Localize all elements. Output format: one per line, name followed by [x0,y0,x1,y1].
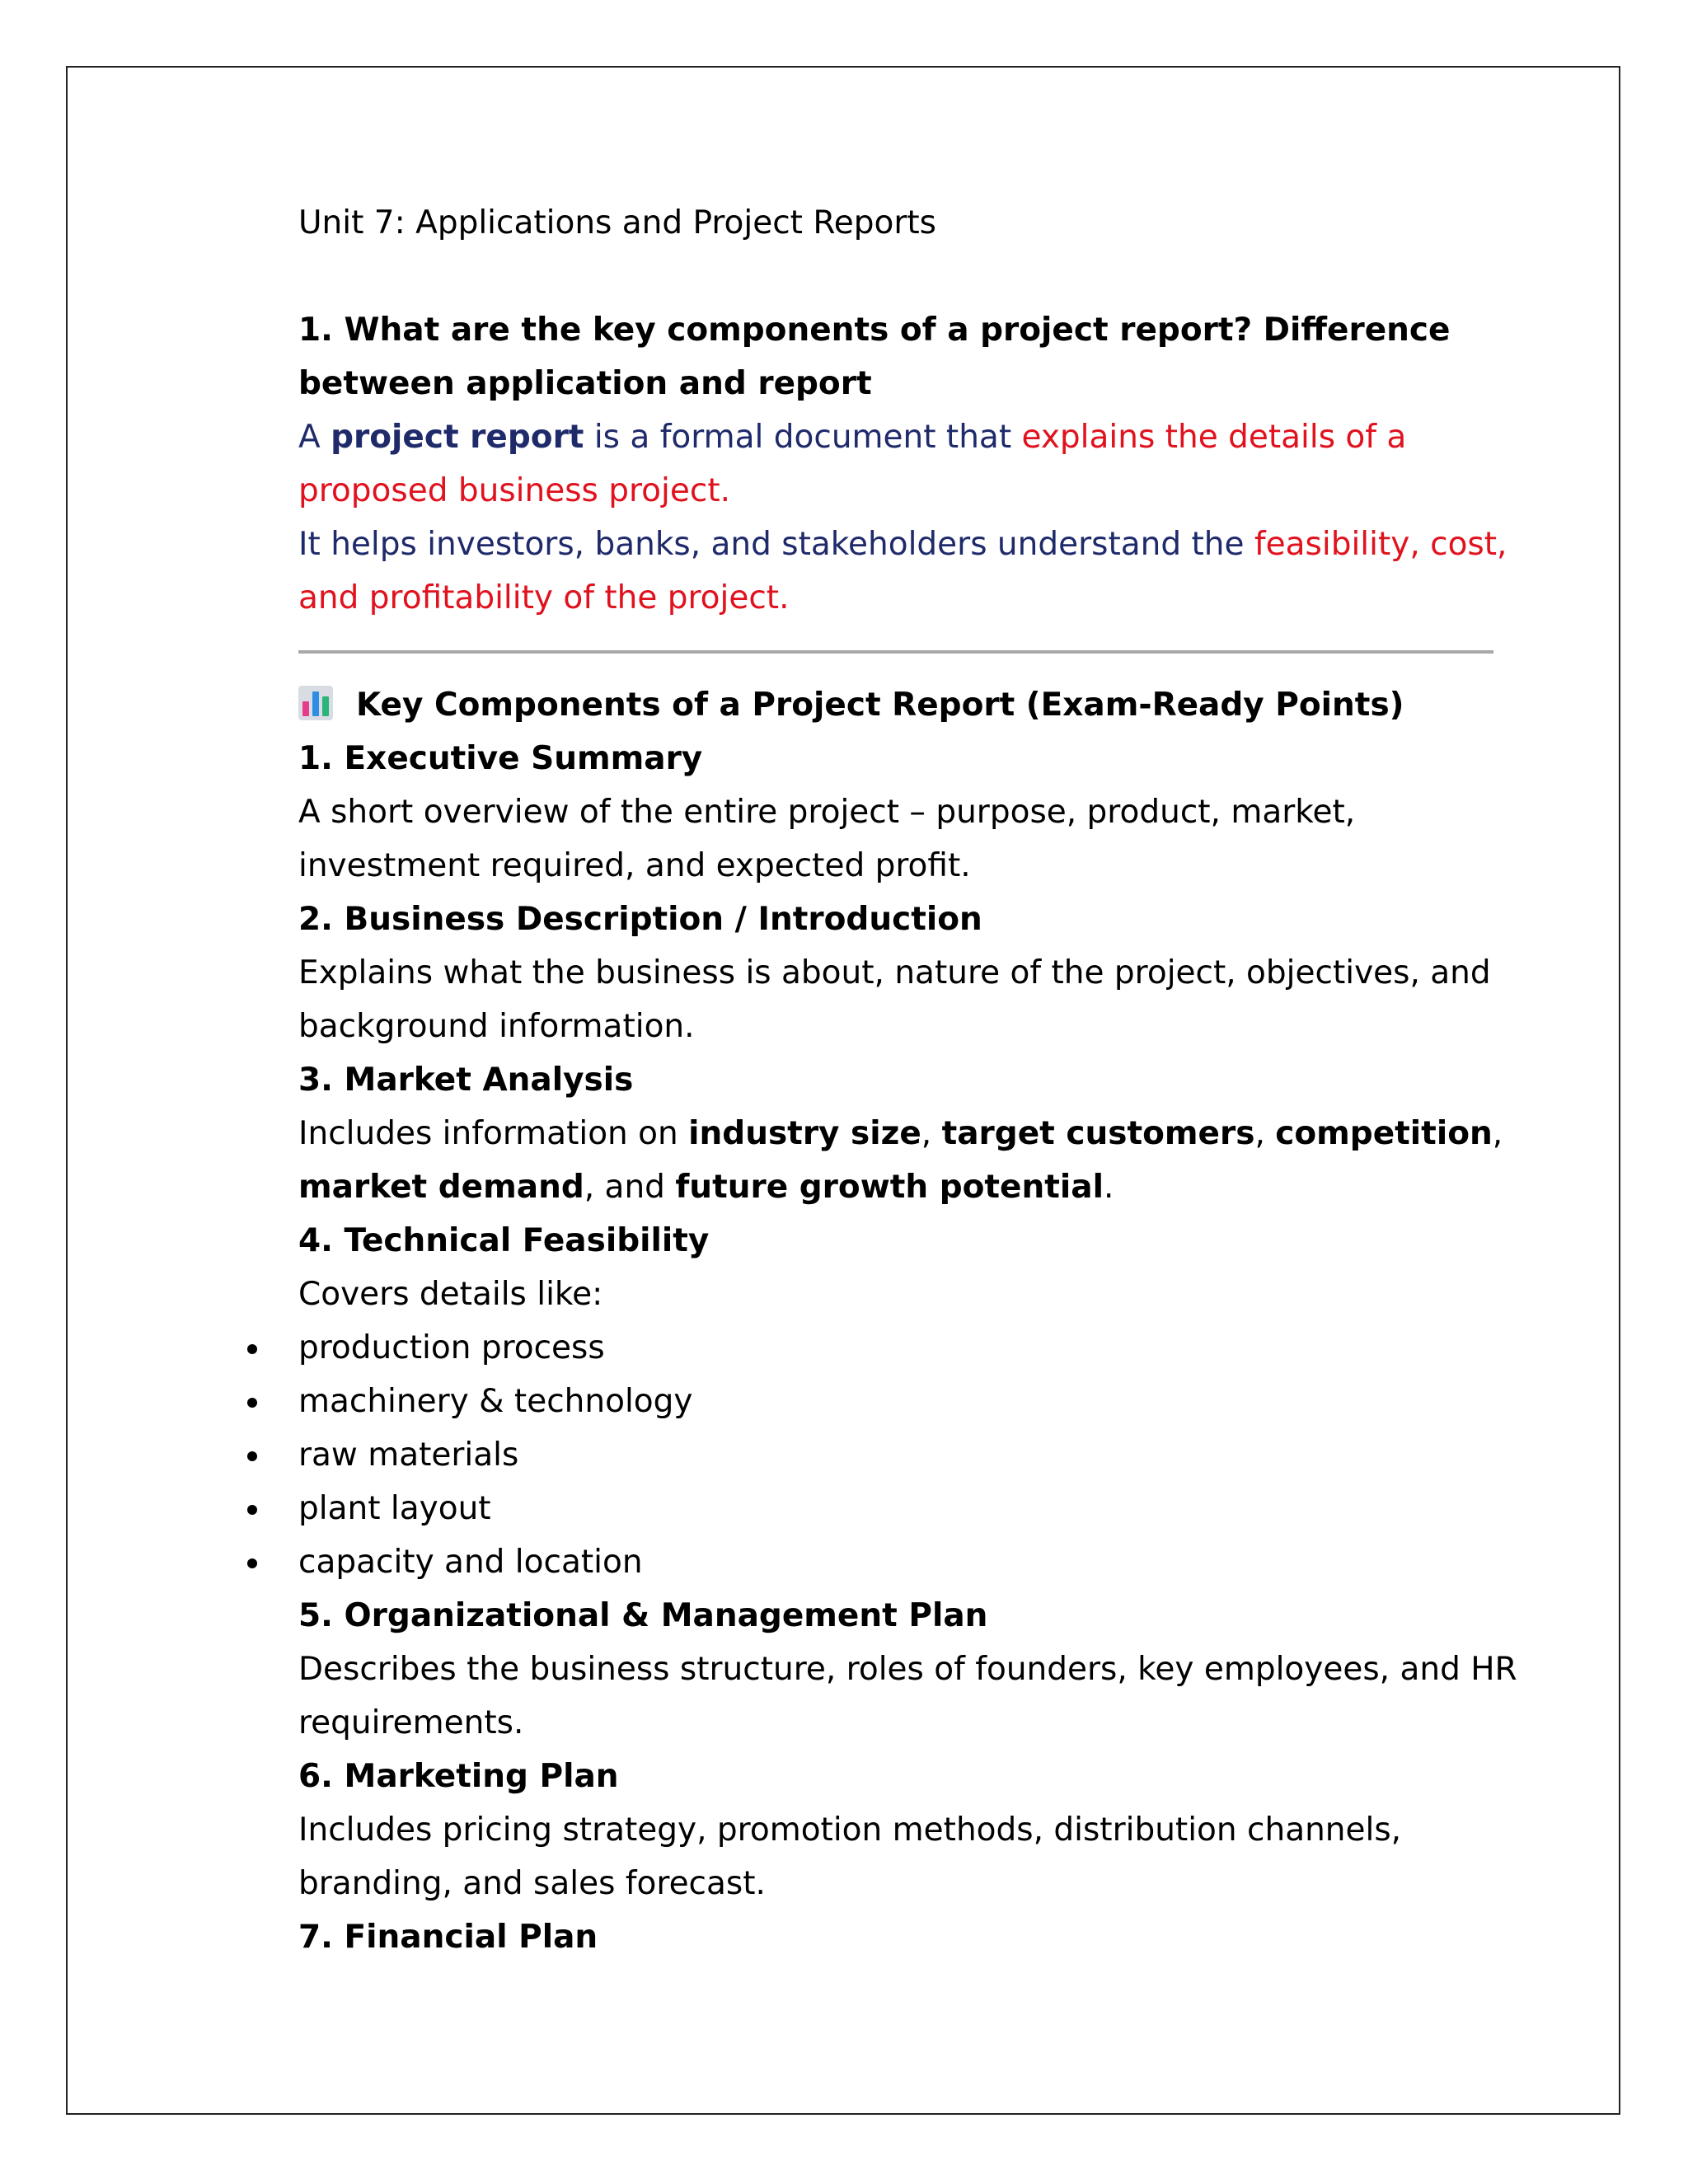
component-text: Includes pricing strategy, promotion methods, distribution channels, [298,1811,1402,1849]
list-item-text: production process [298,1329,605,1366]
component-text: Covers details like: [298,1276,603,1313]
list-item [298,1428,1493,1482]
component-text [298,1160,1493,1214]
list-item-text: plant layout [298,1490,491,1527]
intro-line-3 [298,518,1507,571]
bullet-icon [247,1451,257,1461]
component-text: A short overview of the entire project – purpose, product, market, [298,794,1356,831]
component-title: 7. Financial Plan [298,1919,598,1956]
component-text: requirements. [298,1704,524,1741]
unit-title: Unit 7: Applications and Project Reports [298,204,936,241]
component-title: 3. Market Analysis [298,1062,634,1099]
document-body [298,196,1517,1964]
list-item-text: raw materials [298,1436,519,1474]
horizontal-divider [298,650,1493,654]
component-text: Describes the business structure, roles of founders, key employees, and HR [298,1651,1517,1688]
intro-line-4: and profitability of the project. [298,579,790,616]
bold-term: competition [1275,1115,1493,1152]
intro-text: A [298,419,331,456]
list-item-text: capacity and location [298,1544,643,1581]
intro-line-2: proposed business project. [298,472,731,509]
intro-line-1 [298,410,1493,464]
spacer [298,250,1493,303]
list-item [298,1321,1493,1375]
component-text: background information. [298,1008,695,1045]
question-line-2: between application and report [298,365,872,402]
question-line-1: 1. What are the key components of a project report? Difference [298,312,1451,349]
component-title: 1. Executive Summary [298,740,703,777]
text-run: , [1254,1115,1276,1152]
list-item [298,1375,1493,1428]
intro-highlight: explains the details of a [1021,419,1407,456]
bullet-icon [247,1558,257,1568]
intro-term: project report [331,419,584,456]
bold-term: future growth potential [675,1169,1104,1206]
bold-term: target customers [941,1115,1255,1152]
component-title: 6. Marketing Plan [298,1758,619,1795]
text-run: . [1103,1169,1114,1206]
intro-highlight: feasibility, cost, [1254,526,1507,563]
text-run: , [921,1115,942,1152]
heading-text: Key Components of a Project Report (Exam-Ready Points) [356,687,1404,724]
text-run: , and [584,1169,676,1206]
bold-term: market demand [298,1169,584,1206]
intro-text: It helps investors, banks, and stakeholders understand the [298,526,1254,563]
component-text [298,1107,1503,1160]
bold-term: industry size [688,1115,921,1152]
component-text: branding, and sales forecast. [298,1865,766,1902]
component-title: 5. Organizational & Management Plan [298,1597,988,1634]
bar-chart-icon [298,686,333,720]
bullet-icon [247,1344,257,1354]
list-item [298,1535,1493,1589]
component-text: investment required, and expected profit. [298,847,971,884]
key-components-heading [298,678,1493,732]
bullet-icon [247,1398,257,1408]
text-run: Includes information on [298,1115,689,1152]
list-item-text: machinery & technology [298,1383,693,1420]
component-title: 4. Technical Feasibility [298,1222,710,1259]
list-item [298,1482,1493,1535]
component-title: 2. Business Description / Introduction [298,901,982,938]
text-run: , [1492,1115,1503,1152]
bullet-icon [247,1505,257,1515]
component-text: Explains what the business is about, nature of the project, objectives, and [298,954,1491,991]
intro-text: is a formal document that [584,419,1022,456]
